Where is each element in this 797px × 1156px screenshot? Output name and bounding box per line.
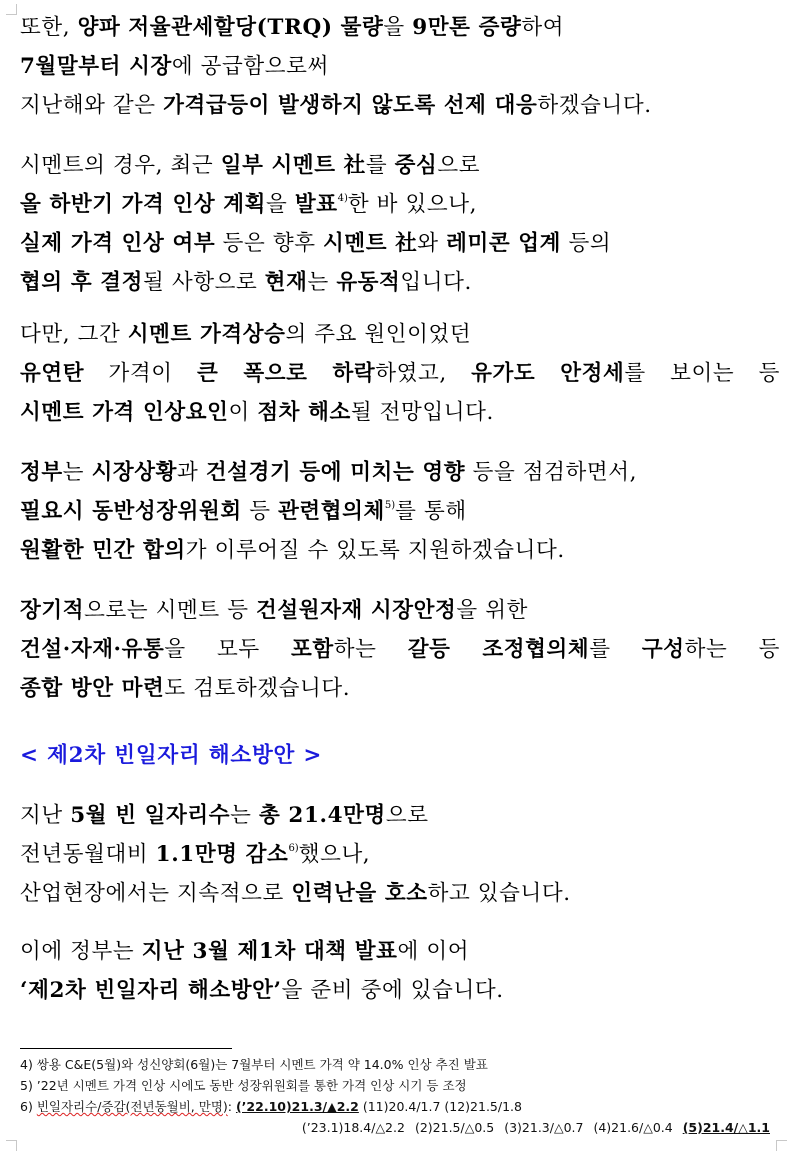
text-line (20, 971, 780, 1010)
text-run: 등의 (561, 231, 612, 256)
emphasis-text: 유가도 안정세 (471, 361, 625, 386)
text-run: 시멘트의 경우, 최근 (20, 153, 221, 178)
footnote-6-value: (’23.1)18.4/△2.2 (301, 1120, 405, 1135)
emphasis-text: 시장상황 (91, 460, 178, 485)
text-run: 전년동월대비 (20, 842, 156, 867)
emphasis-text: 유동적 (336, 270, 401, 295)
text-run: 등 (241, 499, 279, 524)
text-line (20, 874, 780, 913)
text-run: 산업현장에서는 지속적으로 (20, 881, 292, 906)
text-line (20, 932, 780, 971)
text-run: 한 바 있으나, (347, 192, 478, 217)
text-line (20, 354, 780, 393)
text-run: 하는 (333, 637, 408, 662)
emphasis-text: 관련협의체 (278, 499, 385, 524)
text-run: 가 이루어질 수 있도록 지원하겠습니다. (185, 538, 565, 563)
text-run: 될 전망입니다. (350, 400, 494, 425)
emphasis-text: 양파 저율관세할당(TRQ) 물량 (77, 15, 384, 40)
footnote-ref: 4) (337, 193, 348, 204)
footnote-6-label: 빈일자리수/증감(전년동월비, 만명) (36, 1099, 228, 1114)
emphasis-text: 종합 방안 마련 (20, 676, 165, 701)
text-run: 를 (589, 637, 642, 662)
emphasis-text: 정부 (20, 460, 63, 485)
text-run: 과 (177, 460, 206, 485)
footnote-separator (20, 1048, 232, 1049)
text-run: 가격이 (84, 361, 197, 386)
emphasis-text: 원활한 민간 합의 (20, 538, 186, 563)
text-run: 는 (230, 803, 259, 828)
page-corner-mark (6, 4, 17, 15)
text-run: 을 (383, 15, 413, 40)
footnote-6-rest: (11)20.4/1.7 (12)21.5/1.8 (358, 1099, 522, 1114)
text-line (20, 796, 780, 835)
text-run: 으로 (437, 153, 481, 178)
emphasis-text: 점차 해소 (257, 400, 351, 425)
text-run: 이 (228, 400, 258, 425)
text-line (20, 224, 780, 263)
paragraph-onion-trq (20, 8, 780, 125)
text-run: 하고 있습니다. (427, 881, 571, 906)
text-run: 는 (307, 270, 337, 295)
emphasis-text: 7월말부터 시장 (20, 54, 172, 79)
footnote-6-number: 6) (20, 1099, 37, 1114)
text-run: 을 모두 (164, 637, 292, 662)
emphasis-text: 시멘트 가격 인상요인 (20, 400, 229, 425)
text-run: 에 이어 (397, 939, 470, 964)
paragraph-second-plan (20, 932, 780, 1010)
footnote-6-value: (3)21.3/△0.7 (504, 1120, 584, 1135)
text-line (20, 453, 780, 492)
text-line (20, 8, 780, 47)
emphasis-text: 구성 (641, 637, 685, 662)
text-run: 를 보이는 등 (624, 361, 780, 386)
text-run: 등을 점검하면서, (465, 460, 638, 485)
text-run: 또한, (20, 15, 78, 40)
emphasis-text: 올 하반기 가격 인상 계획 (20, 192, 267, 217)
text-line (20, 315, 780, 354)
emphasis-text: 1.1만명 감소 (155, 842, 289, 867)
emphasis-text: 인력난을 호소 (291, 881, 428, 906)
text-line (20, 86, 780, 125)
emphasis-text: 발표 (294, 192, 338, 217)
emphasis-text: 9만톤 증량 (412, 15, 522, 40)
text-run: 도 검토하겠습니다. (164, 676, 351, 701)
emphasis-text: 큰 폭으로 하락 (196, 361, 376, 386)
text-line (20, 146, 780, 185)
text-run: 지난해와 같은 (20, 93, 164, 118)
footnote-5: 5) ’22년 시멘트 가격 인상 시에도 동반 성장위원회를 통한 가격 인상 시기 등 조정 (20, 1078, 467, 1093)
text-run: 될 사항으로 (143, 270, 265, 295)
text-run: 지난 (20, 803, 71, 828)
footnote-6 (20, 1096, 780, 1117)
emphasis-text: 시멘트 가격상승 (127, 322, 286, 347)
page-corner-mark (6, 1140, 17, 1151)
text-line (20, 185, 780, 224)
emphasis-text: 현재 (264, 270, 308, 295)
paragraph-vacancy-stats (20, 796, 780, 913)
text-line (20, 393, 780, 432)
text-line (20, 531, 780, 570)
text-run: 를 (365, 153, 395, 178)
emphasis-text: 갈등 조정협의체 (407, 637, 590, 662)
page-corner-mark (776, 1140, 787, 1151)
text-run: 하겠습니다. (537, 93, 652, 118)
emphasis-text: 건설경기 등에 미치는 영향 (205, 460, 466, 485)
text-run: 했으나, (298, 842, 371, 867)
text-line (20, 492, 780, 531)
text-run: 하였고, (375, 361, 472, 386)
footnote-6-value: (2)21.5/△0.5 (414, 1120, 495, 1135)
paragraph-government-support (20, 453, 780, 570)
emphasis-text: 가격급등이 발생하지 않도록 선제 대응 (163, 93, 538, 118)
emphasis-text: 5월 빈 일자리수 (70, 803, 231, 828)
text-line (20, 835, 780, 874)
emphasis-text: 중심 (394, 153, 438, 178)
footnote-4: 4) 쌍용 C&E(5월)와 성신양회(6월)는 7월부터 시멘트 가격 약 14.0% 인상 추진 발표 (20, 1057, 488, 1072)
text-run: 의 주요 원인이었던 (285, 322, 472, 347)
text-run: 으로 (385, 803, 429, 828)
footnotes (20, 1054, 780, 1138)
footnote-6-latest-value: (5)21.4/△1.1 (682, 1120, 770, 1135)
emphasis-text: 협의 후 결정 (20, 270, 144, 295)
text-run: 이에 정부는 (20, 939, 142, 964)
text-run: 등은 향후 (215, 231, 323, 256)
text-run: 는 (62, 460, 92, 485)
footnote-ref: 5) (384, 500, 396, 511)
emphasis-text: 장기적 (20, 598, 85, 623)
text-run: 으로는 시멘트 등 (84, 598, 256, 623)
text-run: 와 (417, 231, 447, 256)
text-line (20, 591, 780, 630)
emphasis-text: 필요시 동반성장위원회 (20, 499, 242, 524)
text-run: 을 준비 중에 있습니다. (281, 978, 504, 1003)
text-run: 를 통해 (395, 499, 467, 524)
text-run: 을 위한 (456, 598, 528, 623)
paragraph-long-term-plan (20, 591, 780, 708)
emphasis-text: 유연탄 (20, 361, 85, 386)
emphasis-text: 레미콘 업계 (446, 231, 562, 256)
paragraph-cement-price-plan (20, 146, 780, 302)
text-run: 하여 (521, 15, 565, 40)
footnote-ref: 6) (288, 843, 299, 854)
text-run: 에 공급함으로써 (171, 54, 329, 79)
paragraph-cement-cost-factors (20, 315, 780, 432)
emphasis-text: 총 21.4만명 (258, 803, 386, 828)
emphasis-text: ‘제2차 빈일자리 해소방안’ (20, 978, 282, 1003)
text-run: 다만, 그간 (20, 322, 128, 347)
text-line (20, 263, 780, 302)
emphasis-text: 포함 (291, 637, 334, 662)
text-run: 입니다. (400, 270, 472, 295)
emphasis-text: 실제 가격 인상 여부 (20, 231, 216, 256)
text-line (20, 630, 780, 669)
text-run: 하는 등 (684, 637, 780, 662)
emphasis-text: 건설원자재 시장안정 (256, 598, 457, 623)
section-heading: < 제2차 빈일자리 해소방안 > (20, 743, 323, 768)
footnote-6-value: (4)21.6/△0.4 (593, 1120, 673, 1135)
footnote-6-highlight: (’22.10)21.3/▲2.2 (235, 1099, 359, 1114)
emphasis-text: 일부 시멘트 社 (220, 153, 366, 178)
text-run: 을 (266, 192, 295, 217)
emphasis-text: 지난 3월 제1차 대책 발표 (141, 939, 398, 964)
footnote-6-colon: : (227, 1099, 236, 1114)
emphasis-text: 건설·자재·유통 (20, 637, 165, 662)
text-line (20, 47, 780, 86)
emphasis-text: 시멘트 社 (323, 231, 418, 256)
text-line (20, 669, 780, 708)
footnote-6-continued (20, 1117, 780, 1138)
